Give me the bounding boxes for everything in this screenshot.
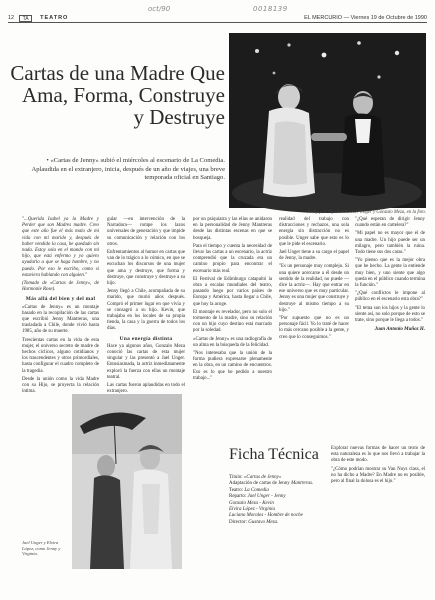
- body-paragraph: realidad del trabajo con distracciones y rechazos, una sola energía sin distracción no es posible. Unger sabe que esto es lo que le pide el escenario.: [279, 217, 349, 247]
- stage-photo-image: [229, 33, 426, 208]
- section-name: TEATRO: [40, 15, 69, 21]
- stage-photo-caption: Jenny y su hijo Kevin. Jael Unger y Gonzalo Meza, en la foto.: [307, 210, 426, 215]
- ficha-row: Director: Gustavo Meza.: [229, 519, 279, 525]
- paper-date-info: EL MERCURIO — Viernes 19 de Octubre de 1990: [304, 15, 427, 21]
- ficha-row: Reparto: Jael Unger - Jenny: [229, 494, 286, 500]
- letter-quote: "...Querida Isabel ya la Madre y Perder que son Madres madre. Creo que este año fue el más malo de mi vida con mi marido y, después de haber vendido la casa, he quedado sin nada. Estoy sola en el mundo con mi hijo, que está enfermo y yo quiero ayudarlo a que se haga hombre, y no puedo. Por eso le escribo, como si estuviera hablando con alguien.": [22, 217, 99, 278]
- ficha-row: Elvira López - Virginia: [229, 507, 275, 513]
- body-paragraph: Explorar nuevas formas de hacer un texto de esta naturaleza es lo que nos llevó a trabajar la obra de este modo.: [331, 446, 425, 464]
- body-paragraph: «Cartas de Jenny» es una radiografía de un alma en la búsqueda de la felicidad.: [193, 336, 272, 348]
- article-column-2: [107, 217, 185, 395]
- handwritten-archive-number: 0018139: [253, 5, 288, 13]
- ficha-tecnica-title: Ficha Técnica: [229, 446, 319, 463]
- article-column-5: [331, 446, 425, 576]
- body-paragraph: Enfrentamientos al humor en cartas que van de lo trágico a lo cómico, en que se escuchan los discursos de una mujer que ama y destruye, que forma y destruye, que construye y destruye a su hijo.: [107, 250, 185, 287]
- body-paragraph: "¿Qué esperan de dirigir Jenny cuando están en cartelera?": [355, 217, 425, 229]
- article-headline: Cartas de una Madre Que Ama, Forma, Construye y Destruye: [10, 61, 225, 129]
- body-paragraph: El Festival de Edimburgo catapultó la obra a escalas mundiales del teatro, pasando luego por varios países de Europa y América, hasta llegar a Chile, que hoy la acoge.: [193, 276, 272, 307]
- body-paragraph: gular —en intervención de la Narradora— rompe los lazos universales de generación y que impide su comunicación y relación con los otros.: [107, 217, 185, 247]
- ficha-row: Luciano Morales - Hombre de noche: [229, 513, 303, 519]
- body-paragraph: Hace ya algunos años, Gonzalo Meza conoció las cartas de esta mujer singular y las presentó a Jael Unger. Entusiasmada, la actriz inmediatamente exploró la fuerza con ellas un montaje teatral.: [107, 343, 185, 380]
- body-paragraph: «Cartas de Jenny» es un montaje basado en la recopilación de las cartas que escribió Jenny Mantreras, una trasladada a Chile, donde vivió hasta 1985, año de su muerte.: [22, 304, 99, 335]
- article-intro: • «Cartas de Jenny» subió el miércoles al escenario de La Comedia. Aplaudida en el extranjero, inicia, después de un año de viajes, una breve temporada oficial en Santiago.: [31, 157, 225, 182]
- ficha-row: Gonzalo Meza - Kevin: [229, 500, 274, 506]
- body-paragraph: "¿Cómo podrían mostrar su Van Nuys class, el no ha dicho a Madre? En Madre no es posible, pero al final la dolosa es el hijo.": [331, 466, 425, 485]
- body-paragraph: "Yo pienso que es la mejor obra que he hecho. La gente la entiende muy bien, y uno siente que algo queda en el público cuando termina la función.": [355, 258, 425, 289]
- body-paragraph: "Mi papel no es mayor que el de una madre. Un hijo puede ser un milagro, pero también la ruina. Todo tiene sus dos caras.": [355, 231, 425, 256]
- actresses-photo-caption: Jael Unger y Elvira López, como Jenny y Virginia.: [22, 540, 61, 557]
- body-paragraph: "El tema son los hijos y la gente lo siente así, no solo porque de esto se trate, sino porque le llega a todos.": [355, 305, 425, 324]
- body-paragraph: "Por supuesto que no es un personaje fácil. Yo lo traté de hacer lo más cercano posible a la gente, y creo que lo conseguimos.": [279, 316, 349, 340]
- body-paragraph: "Nos interesaba que la unión de la forma pudiera expresarse plenamente en la obra, en un camino de encuentros. Eso es lo que he pedido a nuestro trabajo...": [193, 351, 272, 381]
- actresses-photo-image: [72, 394, 182, 569]
- body-paragraph: "¿Qué conflictos le impone al público en el escenario esta obra?": [355, 291, 425, 303]
- body-paragraph: "Es un personaje muy complejo. Si una quiere acercarse a él desde un sentido de la realidad, no puede —dice la actriz—. Hay que entrar en ese universo que es muy particular. Jenny es una mujer que construye y destruye al mismo tiempo a su hijo.": [279, 264, 349, 313]
- article-column-3: [193, 217, 272, 381]
- body-paragraph: El montaje es revelador, pero no solo el tormento de la madre, sino su relación con un hijo cuyo destino está marcado por la soledad.: [193, 309, 272, 334]
- newspaper-header-bar: [8, 14, 427, 23]
- body-paragraph: Jenny llegó a Chile, acompañada de su marido, que murió años después. Compró el primer lugar en que vivía y se consagró a su hijo. Kevin, que trabajaba en los locales de su propia tienda, la casa y la guerra de todos los días.: [107, 289, 185, 332]
- page-number: 12: [8, 15, 15, 21]
- handwritten-date-note: oct/90: [148, 5, 171, 13]
- body-paragraph: Trescientas cartas en la vida de esta mujer, el universo secreto de madre de hechos ciclicos, alguno cotidianos y los trascendentes y otros primordiales, hasta configurar el cuadro completo de la tragedia.: [22, 337, 99, 374]
- ficha-row: Título: «Cartas de Jenny»: [229, 475, 282, 480]
- subhead-mas-alla: Más allá del bien y del mal: [25, 296, 96, 303]
- body-paragraph: Las cartas fueron aplaudidas en todo el extranjero.: [107, 383, 185, 395]
- body-paragraph: Jael Unger tiene a su cargo el papel de Jenny, la madre.: [279, 250, 349, 262]
- subhead-energia: Una energía distinta: [119, 335, 173, 342]
- quote-source: (Tomado de «Cartas de Jenny», de Harmonie Rose).: [22, 281, 99, 293]
- section-logo-icon: TA: [19, 15, 32, 22]
- actresses-photo: [72, 394, 182, 569]
- body-paragraph: por un psiquiatra y las ellas se anidaron en la personalidad de Jenny Mantreras desde las distintas escenas en que se bosqueja.: [193, 217, 272, 241]
- body-paragraph: Para el tiempo y cuenta la necesidad de llevar las cartas a un escenario, la actriz comprendió que la cruzada era un camino propio para encontrar el escenario más real.: [193, 243, 272, 274]
- article-byline: Juan Antonio Muñoz H.: [374, 327, 425, 333]
- ficha-row: Adaptación de cartas de Jenny Mantreras.: [229, 481, 314, 487]
- stage-photo: [229, 33, 426, 208]
- ficha-row: Teatro: La Comedia: [229, 487, 269, 493]
- ficha-tecnica-list: [229, 475, 323, 526]
- article-column-4: [279, 217, 425, 443]
- body-paragraph: Desde la unión como la vida Madre con su Hijo, se proyecta la relación intima.: [22, 376, 99, 395]
